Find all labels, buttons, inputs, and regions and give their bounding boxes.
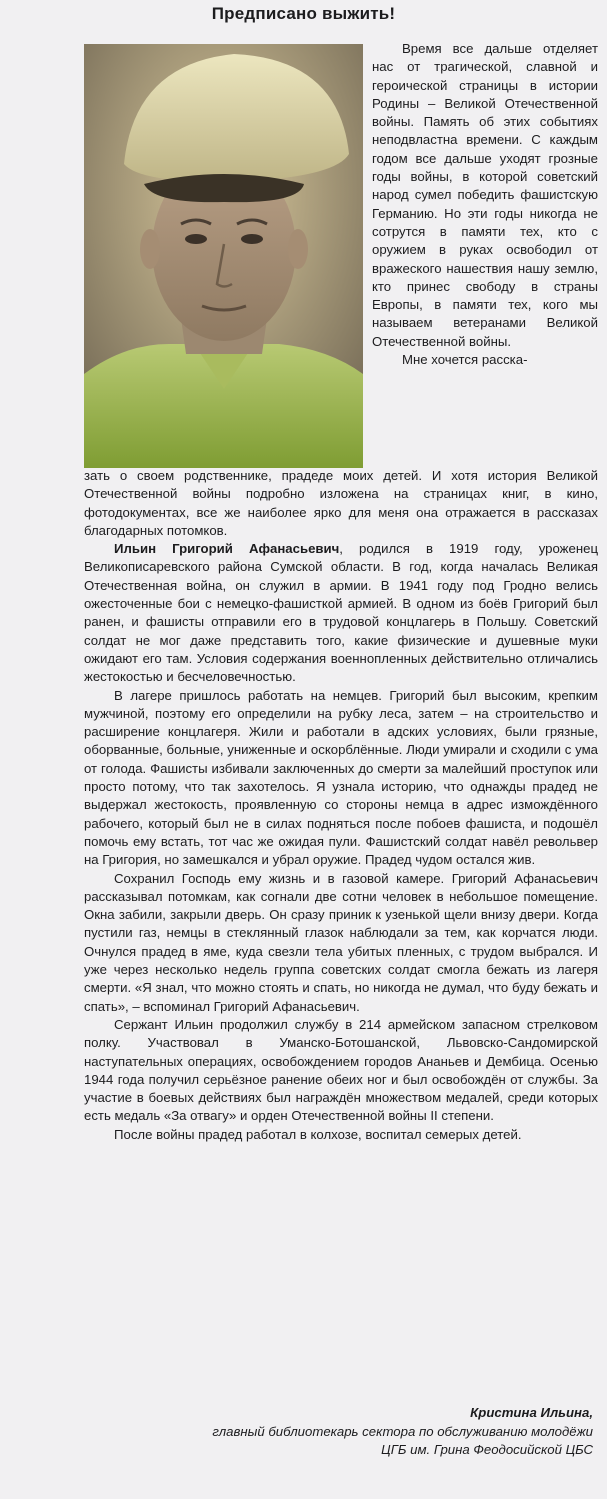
paragraph-3 xyxy=(84,540,598,686)
article-body xyxy=(84,467,598,1144)
paragraph-7: После войны прадед работал в колхозе, воспитал семерых детей. xyxy=(114,1126,522,1142)
author-position: главный библиотекарь сектора по обслуживанию молодёжи xyxy=(212,1423,593,1439)
author-name: Кристина Ильина, xyxy=(470,1405,593,1420)
paragraph-3-text: , родился в 1919 году, уроженец Великописаревского района Сумской области. В год, когда началась Великая Отечественная война, он служил в армии. В 1941 году под Гродно велись ожесточенные бои с немецко-фашисткой армией. В одном из боёв Григорий был ранен, и фашисты отправили его в трудовой концлагерь в Польшу. Советский солдат не мог даже представить того, какие физические и душевные муки ожидают его там. Условия содержания военнопленных действительно отличались жестокостью и бесчеловечностью. xyxy=(84,541,599,685)
portrait-photo xyxy=(84,44,363,468)
paragraph-2: зать о своем родственнике, прадеде моих детей. И хотя история Великой Отечественной войны подробно изложена на страницах книг, в кино, фотодокументах, все же наиболее ярко для меня она отражается в рассказах благодарных потомков. xyxy=(84,468,598,538)
intro-column xyxy=(372,40,598,369)
paragraph-2-first-line: Мне хочется расска- xyxy=(402,352,528,368)
author-organization: ЦГБ им. Грина Феодосийской ЦБС xyxy=(381,1442,593,1457)
intro-paragraph: Время все дальше отделяет нас от трагической, славной и героической страницы в истории Родины – Великой Отечественной войны. Память об этих событиях неподвластна времени. С каждым годом все дальше уходят грозные годы войны, в которой советский народ сумел победить фашистскую Германию. Но эти годы никогда не сотрутся в памяти тех, кто с оружием в руках освободил от вражеского нашествия нашу землю, кто принес свободу в страны Европы, в памяти тех, кого мы называем ветеранами Великой Отечественной войны. xyxy=(372,41,598,349)
hero-name: Ильин Григорий Афанасьевич xyxy=(114,541,340,557)
article-title: Предписано выжить! xyxy=(211,4,396,23)
paragraph-6: Сержант Ильин продолжил службу в 214 армейском запасном стрелковом полку. Участвовал в Уманско-Ботошанской, Львовско-Сандомирской наступательных операциях, освобождением городов Ананьев и Дембица. Осенью 1944 года получил серьёзное ранение обеих ног и был освобождён от службы. За участие в боевых действиях был награждён множеством медалей, среди которых есть медаль «За отвагу» и орден Отечественной войны II степени. xyxy=(84,1016,598,1124)
portrait-image xyxy=(84,44,363,468)
paragraph-5: Сохранил Господь ему жизнь и в газовой камере. Григорий Афанасьевич рассказывал потомкам, как согнали две сотни человек в небольшое помещение. Окна забили, закрыли дверь. Он сразу приник к узенькой щели внизу двери. Когда пустили газ, немцы в стеклянный глазок наблюдали за тем, как корчатся люди. Очнулся прадед в яме, куда свезли тела убитых пленных, с трудом выбрался. И уже через несколько недель группа советских солдат смогла бежать из лагеря смерти. «Я знал, что можно стоять и спать, но никогда не думал, что буду бежать и спать», – вспоминал Григорий Афанасьевич. xyxy=(84,870,598,1014)
paragraph-4: В лагере пришлось работать на немцев. Григорий был высоким, крепким мужчиной, поэтому его определили на рубку леса, затем – на строительство и расширение концлагеря. Жили и работали в адских условиях, были грязные, оборванные, больные, униженные и оскорблённые. Люди умирали и сходили с ума от голода. Фашисты избивали заключенных до смерти за малейший проступок или просто потому, что так захотелось. Я узнала историю, что однажды прадед не выдержал жестокость, проявленную со стороны немца в адрес измождённого рабочего, который был не в силах подняться после побоев фашиста, и подошёл помочь ему встать, тот час же ожидая пули. Фашистский солдат навёл револьвер на Григория, но замешкался и убрал оружие. Прадед чудом остался жив. xyxy=(84,687,598,868)
signature-block xyxy=(33,1404,593,1460)
